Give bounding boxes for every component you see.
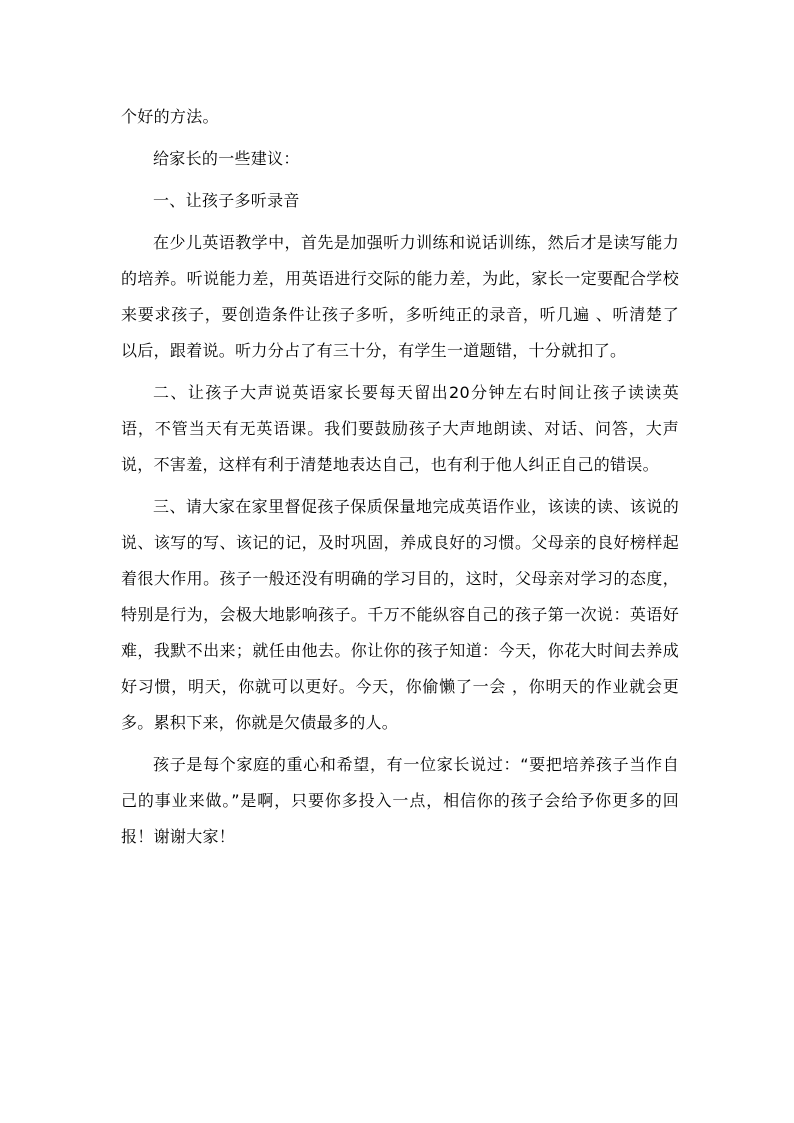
paragraph-closing: 孩子是每个家庭的重心和希望，有一位家长说过：“要把培养孩子当作自己的事业来做。”是啊，只要你多投入一点，相信你的孩子会给予你更多的回报！谢谢大家！ <box>121 755 679 846</box>
paragraph-listening: 在少儿英语教学中，首先是加强听力训练和说话训练，然后才是读写能力的培养。听说能力差，用英语进行交际的能力差，为此，家长一定要配合学校来要求孩子，要创造条件让孩子多听，多听纯正的录音，听几遍 、听清楚了以后，跟着说。听力分占了有三十分，有学生一道题错，十分就扣了。 <box>121 233 679 360</box>
document-body <box>121 99 679 855</box>
paragraph-advice-heading: 给家长的一些建议： <box>153 149 300 168</box>
paragraph-continuation: 个好的方法。 <box>121 107 219 126</box>
paragraph-listen-heading: 一、让孩子多听录音 <box>153 191 300 210</box>
paragraph-speak-aloud: 二、让孩子大声说英语家长要每天留出20分钟左右时间让孩子读读英语，不管当天有无英语课。我们要鼓励孩子大声地朗读、对话、问答，大声说，不害羞，这样有利于清楚地表达自己，也有利于他人纠正自己的错误。 <box>121 383 679 474</box>
paragraph-homework: 三、请大家在家里督促孩子保质保量地完成英语作业，该读的读、该说的说、该写的写、该记的记，及时巩固，养成良好的习惯。父母亲的良好榜样起着很大作用。孩子一般还没有明确的学习目的，这时，父母亲对学习的态度，特别是行为，会极大地影响孩子。千万不能纵容自己的孩子第一次说：英语好难，我默不出来；就任由他去。你让你的孩子知道：今天，你花大时间去养成好习惯，明天，你就可以更好。今天，你偷懒了一会 ，你明天的作业就会更多。累积下来，你就是欠债最多的人。 <box>121 497 679 732</box>
